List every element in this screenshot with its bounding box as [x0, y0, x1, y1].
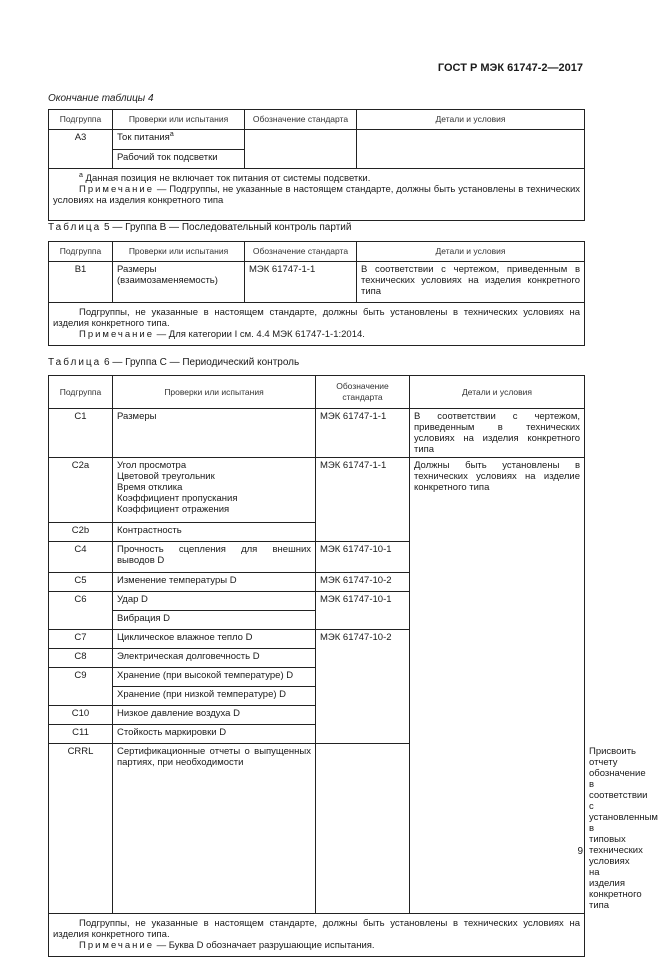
- test-cell: Размеры: [113, 409, 316, 458]
- test-cell: Циклическое влажное тепло D: [113, 630, 316, 649]
- table-row: [49, 458, 585, 523]
- col-header: Детали и условия: [410, 376, 585, 409]
- col-header: Подгруппа: [49, 110, 113, 130]
- details-cell: В соответствии с чертежом, приведенным в технических условиях на изделия конкретного типа: [357, 262, 585, 303]
- footnote: $^a$ Данная позиция не включает ток питания от системы подсветки.: [79, 171, 371, 184]
- group-cell: C10: [49, 706, 113, 725]
- test-cell: Стойкость маркировки D: [113, 725, 316, 744]
- note: Примечание — Буква D обозначает разрушающие испытания.: [79, 940, 375, 951]
- group-cell: C9: [49, 668, 113, 706]
- table-header-row: [49, 376, 585, 409]
- standard-cell: МЭК 61747-10-1: [316, 592, 410, 630]
- test-cell: Хранение (при высокой температуре) D: [113, 668, 316, 687]
- table4-caption: Окончание таблицы 4: [48, 93, 154, 104]
- standard-cell: МЭК 61747-10-2: [316, 573, 410, 592]
- test-cell: Низкое давление воздуха D: [113, 706, 316, 725]
- test-cell: Сертификационные отчеты о выпущенных партиях, при необходимости: [113, 744, 316, 914]
- test-cell: Изменение температуры D: [113, 573, 316, 592]
- table-note: [49, 169, 585, 221]
- test-cell: Ток питания$^a$: [113, 130, 245, 150]
- group-cell: C2b: [49, 523, 113, 542]
- group-cell: C1: [49, 409, 113, 458]
- table-note-row: [49, 169, 585, 221]
- col-header: Детали и условия: [357, 242, 585, 262]
- table-header-row: [49, 110, 585, 130]
- table-row: CRRL Сертификационные отчеты о выпущенных партиях, при необходимости Присвоить отчету обозначение в соответствии с установленным в типовых технических условиях на изделия конкретного типа: [49, 744, 585, 914]
- table-row: [49, 262, 585, 303]
- col-header: Подгруппа: [49, 242, 113, 262]
- table-note: [49, 303, 585, 346]
- table4-end: [48, 109, 585, 221]
- col-header: Обозначение стандарта: [316, 376, 410, 409]
- table5-caption: Таблица 5 — Группа В — Последовательный контроль партий: [48, 222, 352, 233]
- standard-cell: [245, 130, 357, 169]
- standard-cell: МЭК 61747-10-2: [316, 630, 410, 744]
- col-header: Проверки или испытания: [113, 110, 245, 130]
- test-cell: Удар D: [113, 592, 316, 611]
- note: Подгруппы, не указанные в настоящем стандарте, должны быть установлены в технических условиях на изделия конкретного типа.: [53, 918, 580, 940]
- details-cell: [357, 130, 585, 169]
- group-cell: C8: [49, 649, 113, 668]
- standard-cell: МЭК 61747-1-1: [316, 458, 410, 542]
- test-cell: Размеры (взаимозаменяемость): [113, 262, 245, 303]
- group-cell: C5: [49, 573, 113, 592]
- standard-cell: [316, 744, 410, 914]
- table-note-row: [49, 914, 585, 957]
- test-cell: Рабочий ток подсветки: [113, 149, 245, 169]
- details-cell: В соответствии с чертежом, приведенным в технических условиях на изделия конкретного типа: [410, 409, 585, 458]
- page-number: 9: [577, 846, 583, 857]
- col-header: Обозначение стандарта: [245, 242, 357, 262]
- test-cell: Вибрация D: [113, 611, 316, 630]
- document-header: ГОСТ Р МЭК 61747-2—2017: [437, 62, 583, 74]
- test-cell: Электрическая долговечность D: [113, 649, 316, 668]
- group-cell: B1: [49, 262, 113, 303]
- test-cell: Прочность сцепления для внешних выводов D: [113, 542, 316, 573]
- table-row: [49, 409, 585, 458]
- group-cell: C7: [49, 630, 113, 649]
- note: Примечание — Подгруппы, не указанные в настоящем стандарте, должны быть установлены в технических условиях на изделия конкретного типа: [53, 184, 580, 206]
- col-header: Детали и условия: [357, 110, 585, 130]
- group-cell: A3: [49, 130, 113, 169]
- group-cell: C2a: [49, 458, 113, 523]
- table-note: [49, 914, 585, 957]
- table5: [48, 241, 585, 346]
- group-cell: C6: [49, 592, 113, 630]
- col-header: Проверки или испытания: [113, 242, 245, 262]
- table6: [48, 375, 658, 957]
- test-cell: Контрастность: [113, 523, 316, 542]
- col-header: Проверки или испытания: [113, 376, 316, 409]
- group-cell: C4: [49, 542, 113, 573]
- note: Подгруппы, не указанные в настоящем стандарте, должны быть установлены в технических условиях на изделия конкретного типа.: [53, 307, 580, 329]
- test-cell: Угол просмотра Цветовой треугольник Время отклика Коэффициент пропускания Коэффициент отражения: [113, 458, 316, 523]
- note: Примечание — Для категории I см. 4.4 МЭК 61747-1-1:2014.: [79, 329, 365, 340]
- col-header: Обозначение стандарта: [245, 110, 357, 130]
- group-cell: C11: [49, 725, 113, 744]
- standard-cell: МЭК 61747-10-1: [316, 542, 410, 573]
- details-cell: Должны быть установлены в технических условиях на изделие конкретного типа: [410, 458, 585, 914]
- table6-caption: Таблица 6 — Группа С — Периодический контроль: [48, 357, 300, 368]
- test-cell: Хранение (при низкой температуре) D: [113, 687, 316, 706]
- col-header: Подгруппа: [49, 376, 113, 409]
- standard-cell: МЭК 61747-1-1: [245, 262, 357, 303]
- standard-cell: МЭК 61747-1-1: [316, 409, 410, 458]
- table-header-row: [49, 242, 585, 262]
- group-cell: CRRL: [49, 744, 113, 914]
- table-row: [49, 130, 585, 150]
- table-note-row: [49, 303, 585, 346]
